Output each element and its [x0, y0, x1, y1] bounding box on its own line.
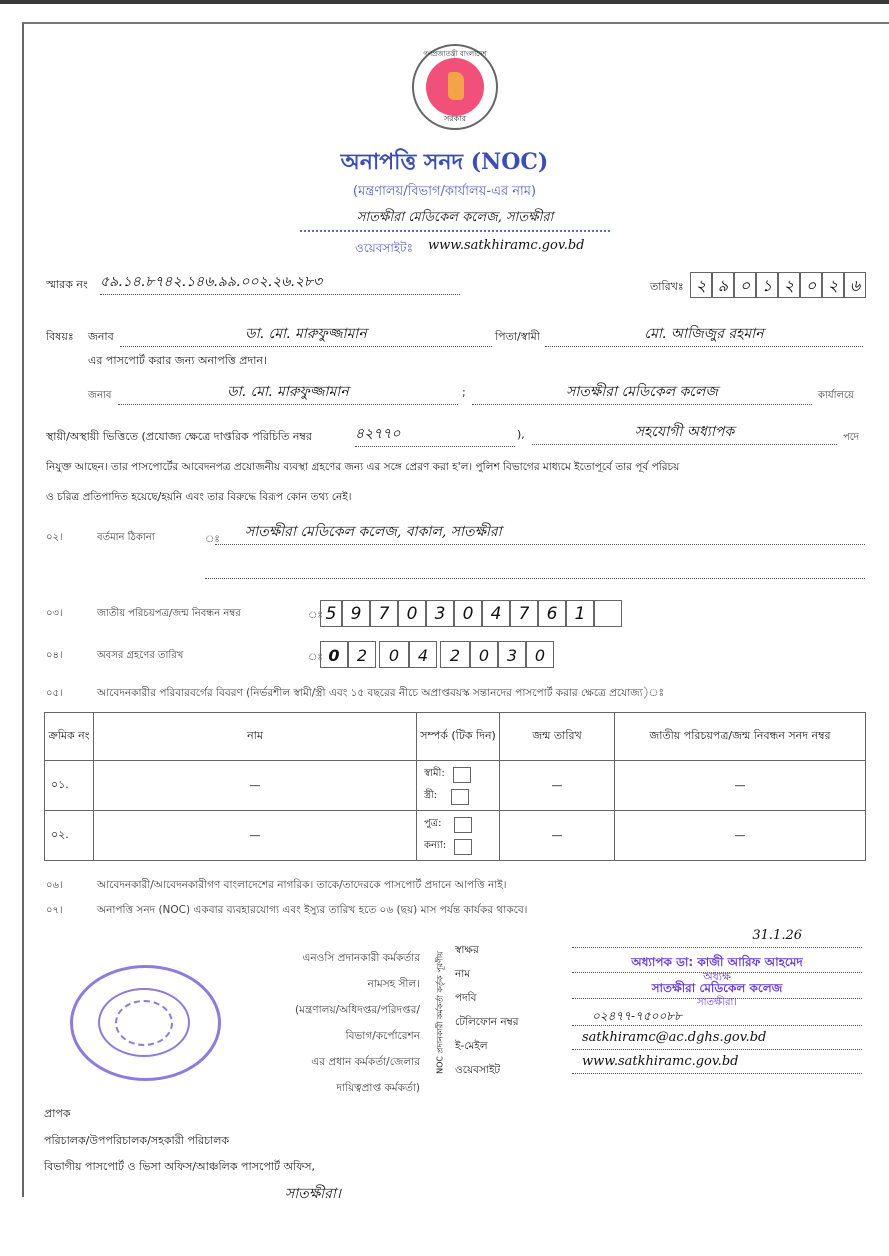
- retirement-digit[interactable]: 0: [470, 641, 498, 668]
- subject-label: বিষয়ঃ: [46, 330, 74, 343]
- subject-line2: এর পাসপোর্ট করার জন্য অনাপত্তি প্রদান।: [88, 354, 267, 367]
- stamp-designation: অধ্যক্ষ: [703, 970, 731, 983]
- signatory-instructions: [230, 945, 420, 1101]
- office-name-field[interactable]: সাতক্ষীরা মেডিকেল কলেজ, সাতক্ষীরা: [300, 208, 610, 232]
- nid-digit[interactable]: 7: [510, 600, 538, 627]
- date-label: তারিখঃ: [650, 280, 684, 293]
- checkbox[interactable]: [453, 767, 471, 783]
- nid-digit[interactable]: 0: [454, 600, 482, 627]
- cell-nid[interactable]: —: [615, 761, 866, 811]
- nid-digit-boxes[interactable]: [320, 600, 622, 627]
- date-digit[interactable]: ১: [756, 272, 778, 298]
- header-serial: ক্রমিক নং: [45, 713, 94, 761]
- item-06-number: ০৬।: [46, 880, 63, 891]
- cell-nid[interactable]: —: [615, 811, 866, 861]
- cell-relation: [417, 811, 500, 861]
- checkbox[interactable]: [454, 817, 472, 833]
- email-field[interactable]: satkhiramc@ac.dghs.gov.bd: [572, 1030, 862, 1050]
- body-paragraph-1: নিযুক্ত আছেন। তার পাসপোর্টের আবেদনপত্র প্রয়োজনীয় ব্যবস্থা গ্রহণের জন্য এর সঙ্গে প্রেরণ করা হ'ল। পুলিশ বিভাগের মাধ্যমে ইতোপূর্বে তার পূর্ব পরিচয়: [46, 461, 680, 473]
- item-04-number: ০৪।: [46, 650, 63, 661]
- relation-husband-label: স্বামী:: [424, 768, 445, 779]
- date-digit[interactable]: ৯: [712, 272, 734, 298]
- family-details-label: আবেদনকারীর পরিবারবর্গের বিবরণ (নির্ভরশীল স্বামী/স্ত্রী এবং ১৫ বছরের নীচে অপ্রাপ্তবয়স্ক সন্তানদের পাসপোর্ট করার ক্ষেত্রে প্রযোজ্য)ঃ: [97, 687, 665, 699]
- instruction-line: দায়িত্বপ্রাপ্ত কর্মকর্তা): [336, 1082, 420, 1094]
- recipient-line1: পরিচালক/উপপরিচালক/সহকারী পরিচালক: [44, 1134, 230, 1147]
- date-digit[interactable]: ০: [734, 272, 756, 298]
- retirement-digit[interactable]: 0: [526, 641, 554, 668]
- signatory-field-labels: [455, 938, 575, 1082]
- signatory-designation-field[interactable]: সাতক্ষীরা মেডিকেল কলেজ: [572, 980, 862, 999]
- subject-janab-label: জনাব: [88, 330, 114, 343]
- nid-digit[interactable]: 0: [398, 600, 426, 627]
- emblem-disc: [426, 58, 484, 116]
- checkbox[interactable]: [454, 839, 472, 855]
- date-digit[interactable]: ০: [800, 272, 822, 298]
- citizenship-statement: আবেদনকারী/আবেদনকারীগণ বাংলাদেশের নাগরিক। তাকে/তাদেরকে পাসপোর্ট প্রদানে আপত্তি নাই।: [97, 879, 507, 891]
- header-nid: জাতীয় পরিচয়পত্র/জন্ম নিবন্ধন সনদ নম্বর: [615, 713, 866, 761]
- stamp-district: সাতক্ষীরা।: [697, 997, 737, 1008]
- bangladesh-map-icon: [448, 72, 464, 100]
- retirement-label: অবসর গ্রহণের তারিখ: [97, 650, 184, 661]
- government-emblem: [412, 44, 498, 130]
- cell-name[interactable]: —: [94, 811, 417, 861]
- cell-serial: ০১.: [45, 761, 94, 811]
- nid-digit[interactable]: 9: [342, 600, 370, 627]
- date-digit[interactable]: ২: [822, 272, 844, 298]
- nid-digit[interactable]: 3: [426, 600, 454, 627]
- designation-field[interactable]: সহযোগী অধ্যাপক: [532, 420, 837, 445]
- header-relation: সম্পর্ক (টিক দিন): [417, 713, 500, 761]
- item-02-number: ০২।: [46, 532, 63, 543]
- validity-statement: অনাপত্তি সনদ (NOC) একবার ব্যবহারযোগ্য এবং ইস্যুর তারিখ হতে ০৬ (ছয়) মাস পর্যন্ত কার্যকর থাকবে।: [97, 904, 528, 916]
- instruction-line: নামসহ সীল।: [367, 978, 420, 990]
- relation-wife-label: স্ত্রী:: [424, 790, 438, 801]
- retirement-digit[interactable]: 0: [379, 641, 409, 668]
- checkbox[interactable]: [451, 789, 469, 805]
- retirement-digit[interactable]: 2: [348, 641, 376, 668]
- vertical-noc-text: NOC প্রদানকারী কর্মকর্তা কর্তৃক পূরণীয়: [435, 951, 445, 1074]
- cell-relation: [417, 761, 500, 811]
- table-row: [45, 761, 866, 811]
- memo-label: স্মারক নং: [46, 278, 88, 291]
- signature-field[interactable]: 31.1.26: [572, 928, 862, 948]
- relation-husband[interactable]: [418, 764, 498, 786]
- father-label: পিতা/স্বামী: [495, 330, 540, 343]
- date-digit-boxes[interactable]: [690, 272, 866, 298]
- separator-semicolon: ;: [462, 386, 466, 399]
- relation-son[interactable]: [418, 814, 498, 836]
- nid-digit[interactable]: 7: [370, 600, 398, 627]
- memo-number-field[interactable]: ৫৯.১৪.৮৭৪২.১৪৬.৯৯.০০২.২৬.২৮৩: [100, 270, 460, 295]
- instruction-line: এর প্রধান কর্মকর্তা/জেলার: [311, 1056, 420, 1068]
- website-label: ওয়েবসাইটঃ: [355, 241, 413, 255]
- father-name-field[interactable]: মো. আজিজুর রহমান: [545, 322, 863, 347]
- designation-label: পদবি: [455, 992, 477, 1004]
- retirement-digit[interactable]: 4: [409, 641, 437, 668]
- header-dob: জন্ম তারিখ: [500, 713, 615, 761]
- retirement-digit[interactable]: 0: [320, 641, 348, 668]
- official-id-field[interactable]: ৪২৭৭০: [355, 422, 515, 447]
- retirement-date-boxes[interactable]: [320, 641, 554, 668]
- close-paren: ),: [517, 428, 525, 441]
- nid-digit[interactable]: 5: [320, 600, 342, 627]
- website-label-signatory: ওয়েবসাইট: [455, 1064, 501, 1076]
- nid-label: জাতীয় পরিচয়পত্র/জন্ম নিবন্ধন নম্বর: [97, 608, 241, 619]
- address-label: বর্তমান ঠিকানা: [97, 532, 155, 543]
- cell-dob[interactable]: —: [500, 811, 615, 861]
- nid-colon: ঃ: [308, 610, 323, 621]
- page-subtitle: (মন্ত্রণালয়/বিভাগ/কার্যালয়-এর নাম): [352, 184, 537, 199]
- date-digit[interactable]: ২: [690, 272, 712, 298]
- address-field[interactable]: সাতক্ষীরা মেডিকেল কলেজ, বাকাল, সাতক্ষীরা: [215, 520, 865, 545]
- table-header-row: [45, 713, 866, 761]
- instruction-line: এনওসি প্রদানকারী কর্মকর্তার: [302, 952, 420, 964]
- signatory-name-field[interactable]: অধ্যাপক ডা: কাজী আরিফ আহমেদ: [572, 954, 862, 973]
- name-label: নাম: [455, 968, 471, 980]
- recipient-line2: বিভাগীয় পাসপোর্ট ও ভিসা অফিস/আঞ্চলিক পাসপোর্ট অফিস,: [44, 1160, 315, 1173]
- emblem-bottom-text: সরকার: [443, 114, 466, 123]
- item-07-number: ০৭।: [46, 905, 63, 916]
- instruction-line: (মন্ত্রণালয়/অধিদপ্তর/পরিদপ্তর/: [295, 1004, 420, 1016]
- relation-daughter[interactable]: [418, 836, 498, 858]
- cell-dob[interactable]: —: [500, 761, 615, 811]
- emblem-ring-text: গণপ্রজাতন্ত্রী বাংলাদেশ: [423, 50, 487, 58]
- official-round-seal: [70, 965, 221, 1081]
- vertical-noc-label: [428, 940, 444, 1090]
- address-field-line2[interactable]: [205, 562, 865, 579]
- instruction-line: বিভাগ/কর্পোরেশন: [345, 1030, 420, 1042]
- date-digit[interactable]: ৬: [844, 272, 866, 298]
- nid-digit[interactable]: [594, 600, 622, 627]
- retirement-colon: ঃ: [308, 652, 323, 663]
- body-janab-label: জনাব: [88, 390, 112, 401]
- telephone-label: টেলিফোন নম্বর: [455, 1016, 519, 1028]
- relation-daughter-label: কন্যা:: [424, 840, 447, 851]
- cell-name[interactable]: —: [94, 761, 417, 811]
- website-field-signatory[interactable]: www.satkhiramc.gov.bd: [572, 1054, 862, 1074]
- item-03-number: ০৩।: [46, 608, 63, 619]
- nid-digit[interactable]: 6: [538, 600, 566, 627]
- item-05-number: ০৫।: [46, 688, 63, 699]
- recipient-district-field[interactable]: সাতক্ষীরা।: [285, 1186, 341, 1202]
- retirement-digit[interactable]: 2: [440, 641, 470, 668]
- body-paragraph-2: ও চরিত্র প্রতিপাদিত হয়েছে/হয়নি এবং তার বিরুদ্ধে বিরূপ কোন তথ্য নেই।: [46, 491, 352, 503]
- table-row: [45, 811, 866, 861]
- telephone-field[interactable]: ০২৪৭৭-৭৫০০৮৮: [572, 1008, 862, 1026]
- scan-top-edge: [0, 0, 889, 4]
- office-suffix: কার্যালয়ে: [818, 390, 854, 401]
- date-digit[interactable]: ২: [778, 272, 800, 298]
- body-office-field[interactable]: সাতক্ষীরা মেডিকেল কলেজ: [472, 380, 812, 405]
- nid-digit[interactable]: 4: [482, 600, 510, 627]
- relation-wife[interactable]: [418, 786, 498, 808]
- post-suffix: পদে: [843, 432, 860, 443]
- family-table: [44, 712, 866, 861]
- retirement-digit[interactable]: 3: [498, 641, 526, 668]
- page-title: অনাপত্তি সনদ (NOC): [340, 149, 549, 175]
- relation-son-label: পুত্র:: [424, 818, 442, 829]
- body-name-field[interactable]: ডা. মো. মারুফুজ্জামান: [118, 380, 458, 405]
- basis-label: স্থায়ী/অস্থায়ী ভিত্তিতে (প্রযোজ্য ক্ষেত্রে দাপ্তরিক পরিচিতি নম্বর: [46, 430, 312, 443]
- signature-label: স্বাক্ষর: [455, 944, 479, 956]
- header-name: নাম: [94, 713, 417, 761]
- nid-digit[interactable]: 1: [566, 600, 594, 627]
- cell-serial: ০২.: [45, 811, 94, 861]
- address-colon: ঃ: [205, 534, 220, 545]
- applicant-name-field[interactable]: ডা. মো. মারুফুজ্জামান: [120, 322, 492, 347]
- recipient-label: প্রাপক: [44, 1107, 71, 1120]
- website-field[interactable]: www.satkhiramc.gov.bd: [428, 238, 585, 253]
- email-label: ই-মেইল: [455, 1040, 488, 1052]
